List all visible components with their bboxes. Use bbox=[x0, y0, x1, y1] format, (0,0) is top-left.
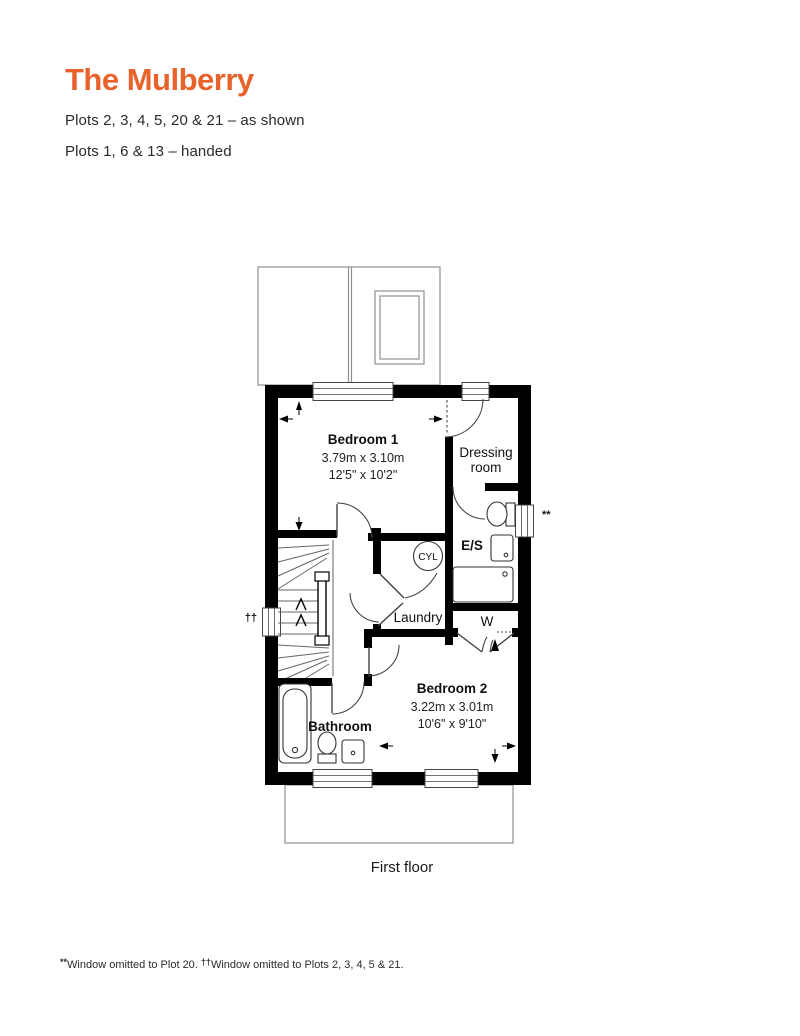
bedroom1-imperial: 12'5" x 10'2" bbox=[328, 468, 398, 482]
rooflight-icon bbox=[375, 291, 424, 364]
dressing-room-label bbox=[459, 445, 512, 475]
footnote-marker-2: †† bbox=[200, 957, 211, 967]
bedroom2-name: Bedroom 2 bbox=[416, 681, 488, 696]
bedroom1-name: Bedroom 1 bbox=[327, 432, 399, 447]
door-bedroom2 bbox=[368, 645, 399, 676]
window-bathroom-bottom bbox=[313, 770, 372, 788]
canopy-outline bbox=[285, 785, 513, 843]
bath-icon bbox=[279, 684, 311, 763]
bedroom1-label bbox=[322, 432, 405, 482]
floor-caption: First floor bbox=[370, 859, 434, 876]
window-stairs-left bbox=[263, 608, 281, 636]
page-title: The Mulberry bbox=[65, 62, 254, 97]
bedroom2-imperial: 10'6" x 9'10" bbox=[417, 717, 487, 731]
footnote bbox=[60, 957, 404, 971]
laundry-label: Laundry bbox=[393, 610, 443, 625]
window-marker-left: †† bbox=[244, 612, 257, 624]
window-bedroom1-top bbox=[313, 383, 393, 401]
footnote-marker-1: ** bbox=[60, 957, 68, 967]
door-bathroom bbox=[332, 682, 364, 714]
wardrobe-label: W bbox=[480, 614, 494, 629]
plots-as-shown: Plots 2, 3, 4, 5, 20 & 21 – as shown bbox=[65, 112, 305, 129]
bedroom1-dimension-arrows bbox=[279, 401, 443, 531]
bedroom2-dimension-arrows bbox=[379, 743, 516, 764]
shower-icon bbox=[453, 567, 513, 602]
dressing-line2: room bbox=[470, 460, 502, 475]
plots-handed: Plots 1, 6 & 13 – handed bbox=[65, 143, 232, 160]
roof-outline bbox=[258, 267, 440, 385]
ensuite-toilet-icon bbox=[487, 502, 515, 526]
door-bedroom1 bbox=[337, 503, 372, 538]
bedroom2-metric: 3.22m x 3.01m bbox=[410, 700, 494, 714]
door-ensuite bbox=[453, 487, 485, 519]
door-dressing bbox=[445, 399, 483, 437]
door-wardrobe-bifold bbox=[457, 632, 514, 652]
footnote-text-1: Window omitted to Plot 20. bbox=[67, 959, 201, 971]
cylinder-label: CYL bbox=[418, 552, 438, 563]
window-dressing-top bbox=[462, 383, 489, 401]
window-marker-right: ** bbox=[542, 509, 551, 521]
footnote-text-2: Window omitted to Plots 2, 3, 4, 5 & 21. bbox=[210, 959, 404, 971]
dressing-line1: Dressing bbox=[459, 445, 513, 460]
ensuite-sink-icon bbox=[491, 535, 513, 561]
bedroom2-label bbox=[411, 681, 494, 731]
ensuite-label: E/S bbox=[461, 538, 483, 553]
window-ensuite-right bbox=[516, 505, 534, 537]
bathroom-label: Bathroom bbox=[308, 719, 372, 734]
bathroom-sink-icon bbox=[342, 740, 364, 763]
bedroom1-metric: 3.79m x 3.10m bbox=[321, 451, 405, 465]
stairs bbox=[278, 540, 333, 678]
bathroom-toilet-icon bbox=[318, 732, 336, 763]
window-bedroom2-bottom bbox=[425, 770, 478, 788]
